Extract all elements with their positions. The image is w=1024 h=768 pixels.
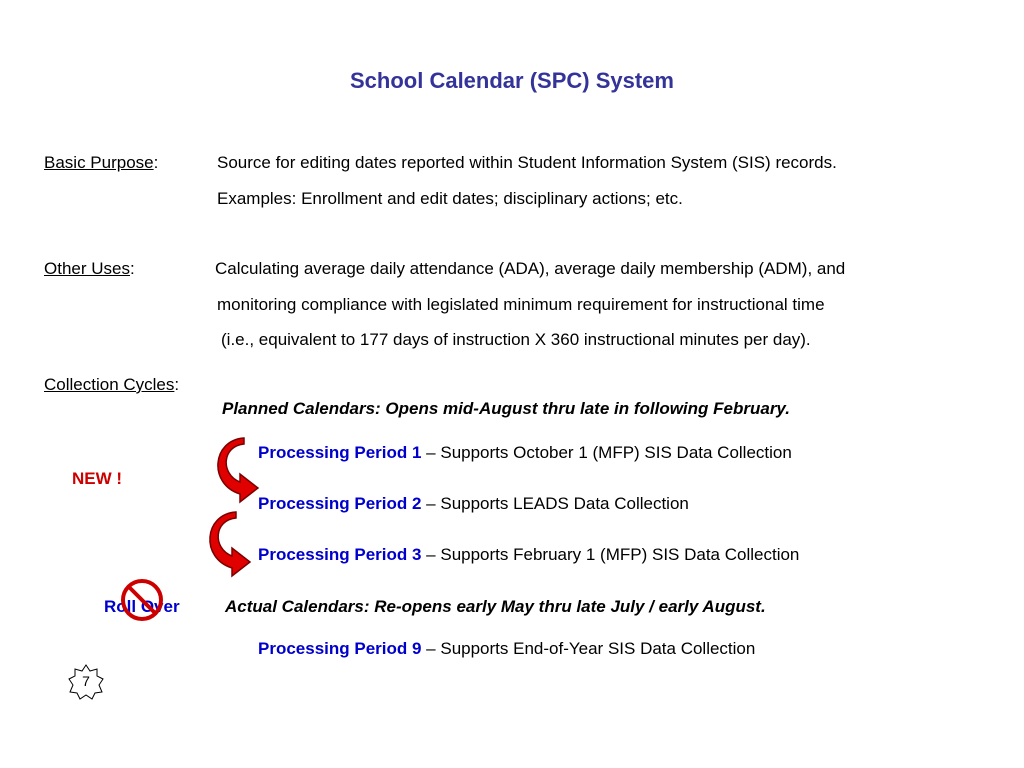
- other-uses-line-3: (i.e., equivalent to 177 days of instruction X 360 instructional minutes per day).: [221, 330, 811, 349]
- processing-period-1: [258, 443, 792, 463]
- basic-purpose-line-1: Source for editing dates reported within Student Information System (SIS) records.: [217, 153, 837, 172]
- basic-purpose-line-2: Examples: Enrollment and edit dates; disciplinary actions; etc.: [217, 189, 683, 208]
- processing-period-9: [258, 639, 755, 659]
- processing-period-9-name: Processing Period 9: [258, 639, 422, 658]
- processing-period-3-name: Processing Period 3: [258, 545, 422, 564]
- processing-period-1-desc: – Supports October 1 (MFP) SIS Data Collection: [421, 443, 792, 462]
- curved-arrow-icon-1: [214, 438, 264, 504]
- collection-cycles-heading: [44, 375, 179, 395]
- basic-purpose-label: Basic Purpose: [44, 153, 154, 172]
- processing-period-3-desc: – Supports February 1 (MFP) SIS Data Collection: [421, 545, 800, 564]
- other-uses-label: Other Uses: [44, 259, 130, 278]
- other-uses-colon: :: [129, 259, 135, 278]
- actual-calendars-text: Actual Calendars: Re-opens early May thru late July / early August.: [225, 597, 766, 616]
- collection-cycles-label: Collection Cycles: [44, 375, 175, 394]
- rollover-label: Roll Over: [104, 597, 180, 616]
- other-uses-line-1: Calculating average daily attendance (ADA), average daily membership (ADM), and: [215, 259, 846, 278]
- processing-period-2-desc: – Supports LEADS Data Collection: [421, 494, 689, 513]
- basic-purpose-colon: :: [153, 153, 159, 172]
- other-uses-line-2: monitoring compliance with legislated minimum requirement for instructional time: [217, 295, 825, 314]
- processing-period-1-name: Processing Period 1: [258, 443, 422, 462]
- new-badge: NEW !: [72, 469, 123, 488]
- basic-purpose-heading: [44, 153, 158, 173]
- other-uses-heading: [44, 259, 135, 279]
- processing-period-2-name: Processing Period 2: [258, 494, 422, 513]
- processing-period-3: [258, 545, 799, 565]
- planned-calendars-text: Planned Calendars: Opens mid-August thru late in following February.: [222, 399, 790, 418]
- no-symbol-icon: [119, 577, 165, 623]
- curved-arrow-icon-2: [206, 512, 256, 578]
- processing-period-2: [258, 494, 689, 514]
- page-title: School Calendar (SPC) System: [350, 68, 674, 93]
- processing-period-9-desc: – Supports End-of-Year SIS Data Collection: [421, 639, 756, 658]
- collection-cycles-colon: :: [174, 375, 180, 394]
- slide-number: 7: [82, 673, 90, 689]
